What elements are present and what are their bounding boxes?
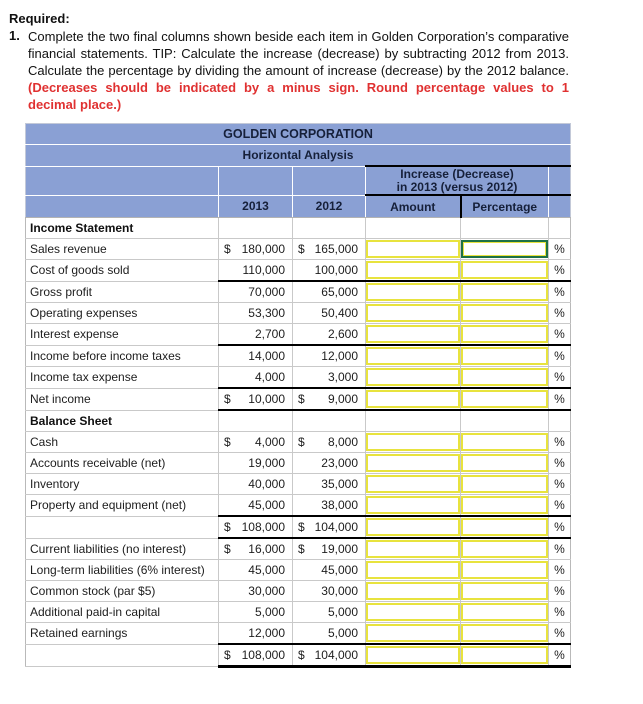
value-2013 [219,410,293,432]
table-subtitle-row [26,145,571,167]
row-label: Cost of goods sold [26,260,219,282]
percentage-input[interactable] [461,540,548,558]
amount-cell [366,239,461,260]
percentage-cell [461,623,549,645]
amount-cell [366,410,461,432]
table-row [26,324,571,346]
table-row [26,410,571,432]
amount-input[interactable] [366,304,460,322]
row-label: Net income [26,388,219,410]
amount-cell [366,345,461,367]
dollar-sign: $ [224,542,231,556]
cell-value: 5,000 [327,626,358,640]
value-2012 [293,474,366,495]
value-2013 [219,218,293,239]
item-number: 1. [9,28,20,43]
row-label: Income tax expense [26,367,219,389]
table-row [26,260,571,282]
percentage-input[interactable] [461,304,548,322]
cell-value: 180,000 [241,242,285,256]
percentage-input[interactable] [461,283,548,301]
table-row [26,644,571,667]
amount-cell [366,453,461,474]
table-row [26,303,571,324]
amount-cell [366,388,461,410]
value-2013 [219,324,293,346]
increase-decrease-header-line2: in 2013 (versus 2012) [396,179,518,194]
row-label: Interest expense [26,324,219,346]
column-header-amount: Amount [366,195,461,218]
dollar-sign: $ [224,648,231,662]
row-label [26,644,219,667]
amount-cell [366,367,461,389]
amount-cell [366,260,461,282]
percentage-input[interactable] [461,496,548,514]
cell-value: 14,000 [248,349,285,363]
cell-value: 4,000 [254,435,285,449]
row-label: Retained earnings [26,623,219,645]
dollar-sign: $ [224,242,231,256]
cell-value: 3,000 [327,370,358,384]
percentage-cell [461,516,549,538]
percentage-cell [461,495,549,517]
cell-value: 50,400 [321,306,358,320]
table-row [26,388,571,410]
table-row [26,218,571,239]
amount-input[interactable] [366,646,460,664]
row-label: Operating expenses [26,303,219,324]
percentage-input[interactable] [461,603,548,621]
value-2013 [219,239,293,260]
value-2013 [219,644,293,667]
increase-decrease-header [366,166,549,195]
dollar-sign: $ [298,542,305,556]
value-2013 [219,388,293,410]
table-row [26,538,571,560]
amount-cell [366,560,461,581]
cell-value: 70,000 [248,285,285,299]
percentage-input[interactable] [461,475,548,493]
value-2013 [219,495,293,517]
value-2012 [293,218,366,239]
amount-input[interactable] [366,624,460,642]
row-label: Long-term liabilities (6% interest) [26,560,219,581]
amount-input[interactable] [366,540,460,558]
percentage-input[interactable] [461,347,548,365]
value-2013 [219,345,293,367]
amount-input[interactable] [366,283,460,301]
amount-input[interactable] [366,603,460,621]
cell-value: 104,000 [314,648,358,662]
percent-sign: % [549,495,571,517]
cell-value: 12,000 [321,349,358,363]
amount-cell [366,644,461,667]
value-2013 [219,453,293,474]
cell-value: 110,000 [242,263,285,277]
percentage-cell [461,345,549,367]
value-2013 [219,260,293,282]
row-label: Additional paid-in capital [26,602,219,623]
section-label: Balance Sheet [26,410,219,432]
percent-sign: % [549,602,571,623]
amount-cell [366,623,461,645]
cell-value: 19,000 [321,542,358,556]
percentage-cell [461,560,549,581]
instruction-emphasis-text: (Decreases should be indicated by a minus sign. Round percentage values to 1 decimal place.) [28,80,569,112]
instructions-block [0,0,643,113]
cell-value: 30,000 [248,584,285,598]
cell-value: 165,000 [314,242,358,256]
row-label: Property and equipment (net) [26,495,219,517]
percentage-cell [461,581,549,602]
percent-sign: % [549,303,571,324]
amount-input[interactable] [366,390,460,408]
amount-input[interactable] [366,561,460,579]
cell-value: 45,000 [248,563,285,577]
amount-cell [366,581,461,602]
percentage-cell [461,218,549,239]
table-row [26,623,571,645]
value-2013 [219,474,293,495]
value-2013 [219,602,293,623]
percent-sign: % [549,516,571,538]
value-2013 [219,516,293,538]
amount-input[interactable] [366,433,460,451]
cell-value: 4,000 [254,370,285,384]
amount-cell [366,303,461,324]
percent-sign: % [549,560,571,581]
cell-value: 100,000 [314,263,358,277]
cell-value: 19,000 [248,456,285,470]
cell-value: 2,700 [254,327,285,341]
row-label: Current liabilities (no interest) [26,538,219,560]
percentage-cell [461,474,549,495]
percent-sign: % [549,345,571,367]
amount-cell [366,324,461,346]
dollar-sign: $ [224,392,231,406]
value-2012 [293,538,366,560]
instruction-text: Complete the two final columns shown beside each item in Golden Corporation’s comparative financial statements. TIP: Calculate the increase (decrease) by subtracting 2012 from 2013. Calculate the percentage by dividing the amount of increase (decrease) by the 2012 balance. [28,29,569,78]
value-2012 [293,623,366,645]
value-2013 [219,432,293,453]
amount-input[interactable] [366,261,460,279]
percent-sign: % [549,388,571,410]
row-label [26,516,219,538]
value-2013 [219,367,293,389]
table-row [26,345,571,367]
cell-value: 2,600 [327,327,358,341]
cell-value: 45,000 [321,563,358,577]
cell-value: 65,000 [321,285,358,299]
amount-cell [366,516,461,538]
cell-value: 30,000 [321,584,358,598]
value-2012 [293,239,366,260]
table-row [26,239,571,260]
blank-header-cell [549,195,571,218]
percent-sign [549,218,571,239]
amount-input[interactable] [366,240,460,258]
percentage-cell [461,388,549,410]
table-subtitle: Horizontal Analysis [26,145,571,167]
column-header-2013: 2013 [219,195,293,218]
cell-value: 40,000 [248,477,285,491]
blank-header-cell [549,166,571,195]
blank-header-cell [219,166,293,195]
increase-decrease-header-row [26,166,571,195]
table-row [26,474,571,495]
percent-sign: % [549,538,571,560]
amount-input[interactable] [366,347,460,365]
column-header-percentage: Percentage [461,195,549,218]
table-row [26,453,571,474]
value-2013 [219,303,293,324]
table-row [26,581,571,602]
percentage-cell [461,602,549,623]
percentage-input[interactable] [461,390,548,408]
amount-cell [366,495,461,517]
section-label: Income Statement [26,218,219,239]
cell-value: 16,000 [248,542,285,556]
value-2012 [293,345,366,367]
table-row [26,432,571,453]
table-row [26,281,571,303]
value-2012 [293,432,366,453]
amount-cell [366,281,461,303]
cell-value: 45,000 [248,498,285,512]
percent-sign: % [549,474,571,495]
cell-value: 108,000 [241,520,285,534]
value-2013 [219,281,293,303]
value-2012 [293,303,366,324]
value-2013 [219,538,293,560]
table-row [26,560,571,581]
amount-cell [366,218,461,239]
percentage-input[interactable] [461,454,548,472]
percentage-cell [461,432,549,453]
percentage-cell [461,453,549,474]
percent-sign: % [549,644,571,667]
percentage-input[interactable] [461,261,548,279]
row-label: Sales revenue [26,239,219,260]
value-2012 [293,324,366,346]
percent-sign: % [549,453,571,474]
horizontal-analysis-table [25,123,571,668]
row-label: Gross profit [26,281,219,303]
value-2013 [219,623,293,645]
percentage-cell [461,303,549,324]
value-2012 [293,367,366,389]
percent-sign: % [549,367,571,389]
percentage-input[interactable] [461,646,548,664]
amount-input[interactable] [366,518,460,536]
percent-sign [549,410,571,432]
row-label: Income before income taxes [26,345,219,367]
value-2012 [293,581,366,602]
dollar-sign: $ [224,435,231,449]
table-row [26,602,571,623]
row-label: Accounts receivable (net) [26,453,219,474]
amount-input[interactable] [366,582,460,600]
table-row [26,516,571,538]
amount-cell [366,474,461,495]
value-2012 [293,602,366,623]
cell-value: 9,000 [327,392,358,406]
column-header-row [26,195,571,218]
dollar-sign: $ [298,392,305,406]
value-2012 [293,644,366,667]
row-label: Cash [26,432,219,453]
value-2012 [293,410,366,432]
table-row [26,367,571,389]
cell-value: 108,000 [241,648,285,662]
percentage-input[interactable] [461,518,548,536]
percentage-input[interactable] [461,240,548,258]
cell-value: 5,000 [327,605,358,619]
percentage-input[interactable] [461,624,548,642]
amount-input[interactable] [366,496,460,514]
cell-value: 12,000 [248,626,285,640]
percentage-cell [461,281,549,303]
row-label: Inventory [26,474,219,495]
dollar-sign: $ [298,648,305,662]
dollar-sign: $ [298,435,305,449]
horizontal-analysis-table-wrap [25,123,643,668]
cell-value: 8,000 [327,435,358,449]
table-title-row [26,124,571,145]
value-2012 [293,453,366,474]
amount-cell [366,602,461,623]
percentage-cell [461,367,549,389]
amount-cell [366,432,461,453]
cell-value: 35,000 [321,477,358,491]
column-header-2012: 2012 [293,195,366,218]
percentage-cell [461,538,549,560]
cell-value: 53,300 [248,306,285,320]
percentage-cell [461,410,549,432]
dollar-sign: $ [224,520,231,534]
amount-input[interactable] [366,454,460,472]
value-2012 [293,495,366,517]
cell-value: 10,000 [248,392,285,406]
percentage-cell [461,644,549,667]
value-2013 [219,581,293,602]
percentage-input[interactable] [461,561,548,579]
value-2012 [293,388,366,410]
cell-value: 104,000 [314,520,358,534]
amount-input[interactable] [366,475,460,493]
value-2012 [293,260,366,282]
value-2012 [293,560,366,581]
instruction-item [9,28,633,113]
dollar-sign: $ [298,520,305,534]
increase-decrease-header-line1: Increase (Decrease) [400,166,514,181]
percentage-cell [461,324,549,346]
percent-sign: % [549,324,571,346]
percent-sign: % [549,239,571,260]
required-label: Required: [9,11,70,26]
percent-sign: % [549,623,571,645]
percent-sign: % [549,432,571,453]
percentage-input[interactable] [461,368,548,386]
value-2013 [219,560,293,581]
amount-input[interactable] [366,368,460,386]
percentage-input[interactable] [461,582,548,600]
value-2012 [293,516,366,538]
cell-value: 5,000 [254,605,285,619]
percent-sign: % [549,281,571,303]
blank-header-cell [26,166,219,195]
percent-sign: % [549,260,571,282]
blank-header-cell [293,166,366,195]
table-title: GOLDEN CORPORATION [26,124,571,145]
amount-input[interactable] [366,325,460,343]
cell-value: 23,000 [321,456,358,470]
percentage-cell [461,260,549,282]
dollar-sign: $ [298,242,305,256]
percent-sign: % [549,581,571,602]
amount-cell [366,538,461,560]
instruction-paragraph [28,28,569,113]
percentage-cell [461,239,549,260]
blank-header-cell [26,195,219,218]
cell-value: 38,000 [321,498,358,512]
value-2012 [293,281,366,303]
percentage-input[interactable] [461,325,548,343]
percentage-input[interactable] [461,433,548,451]
row-label: Common stock (par $5) [26,581,219,602]
table-row [26,495,571,517]
